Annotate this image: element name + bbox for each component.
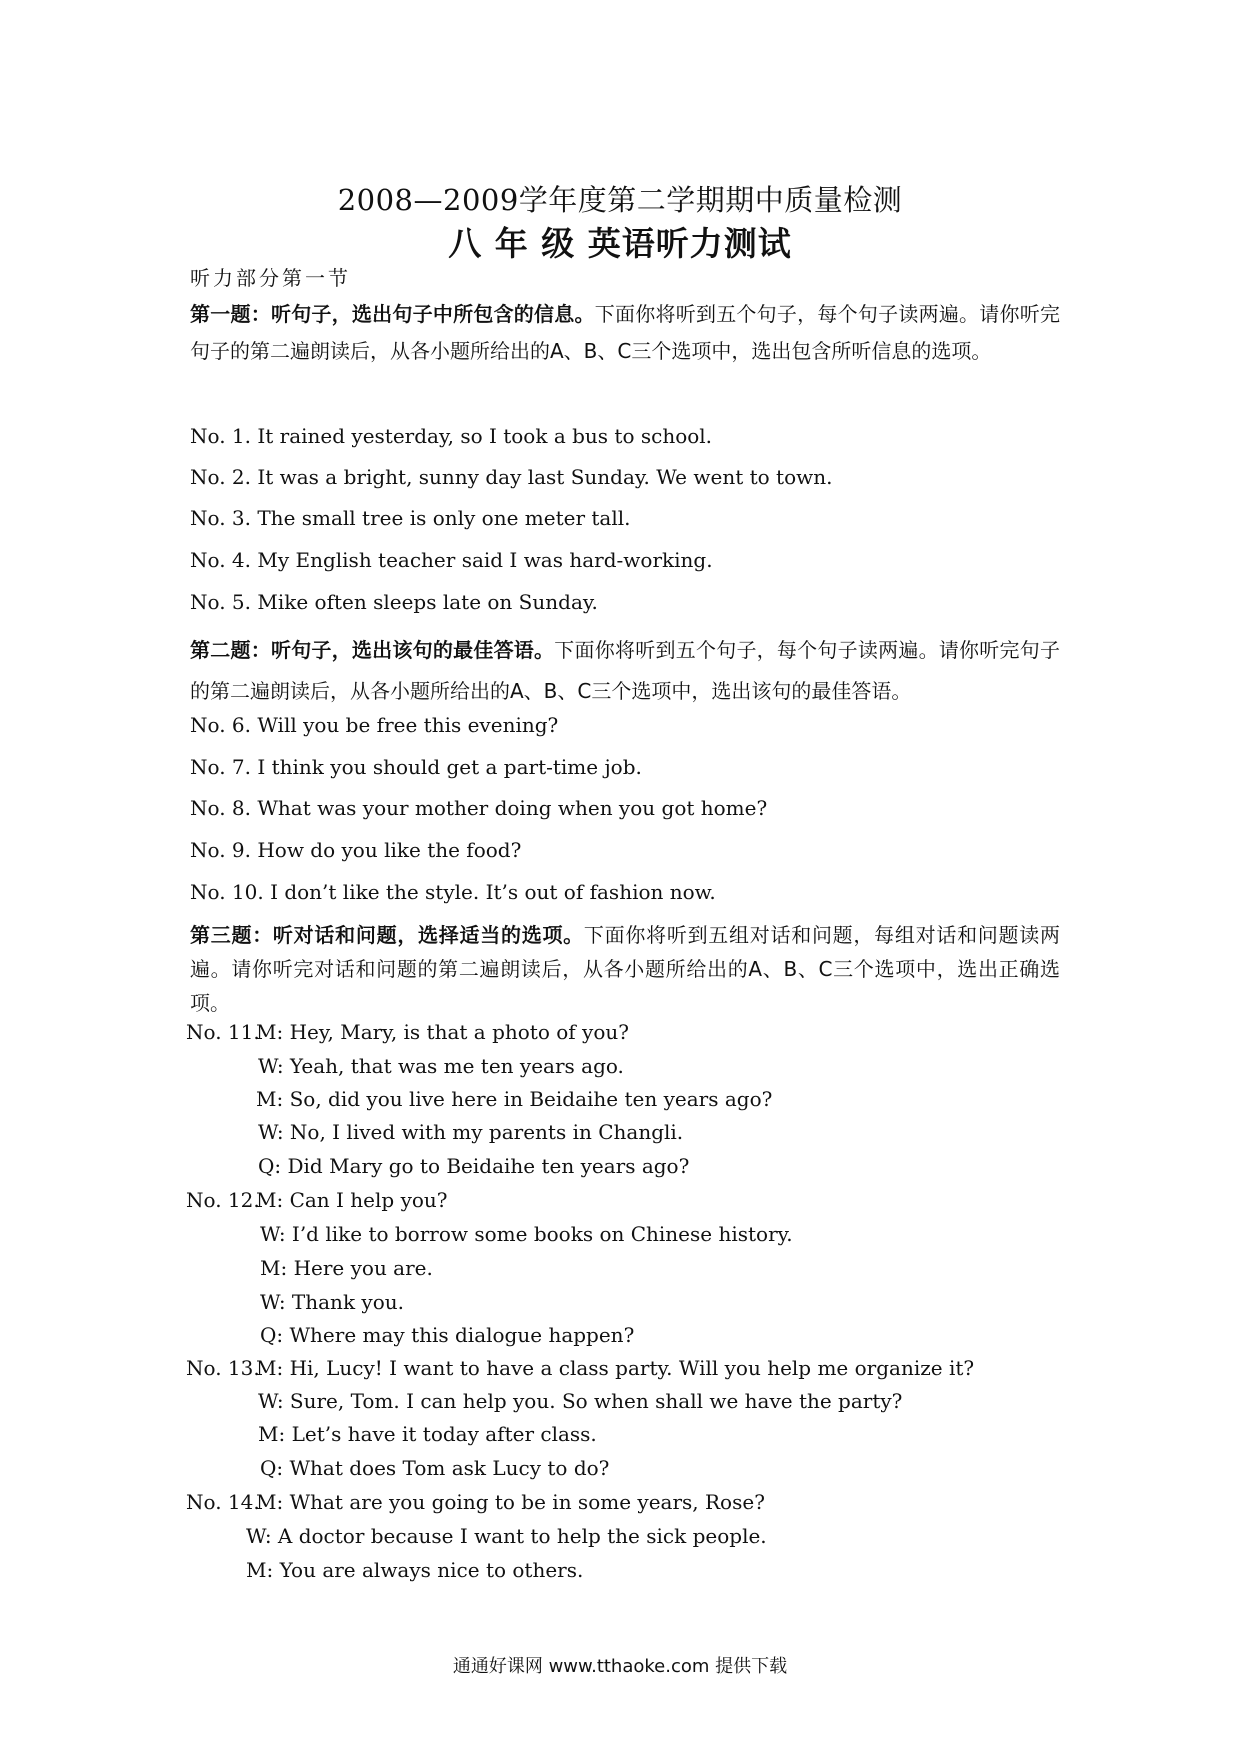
dialogue-line: W: Thank you. <box>260 1290 404 1314</box>
dialogue-line: M: You are always nice to others. <box>246 1558 584 1582</box>
part3-instruction-text: 下面你将听到五组对话和问题，每组对话和问题读两遍。请你听完对话和问题的第二遍朗读后，从各小题所给出的A、B、C三个选项中，选出正确选项。 <box>190 923 1061 1015</box>
dialogue-line: Q: Did Mary go to Beidaihe ten years ago? <box>258 1154 690 1178</box>
dialogue-line: W: Yeah, that was me ten years ago. <box>258 1054 624 1078</box>
dialogue-line: W: No, I lived with my parents in Changli. <box>258 1120 684 1144</box>
part3-heading: 第三题：听对话和问题，选择适当的选项。 <box>190 923 584 947</box>
dialogue-number: No. 14. <box>186 1490 260 1514</box>
dialogue-line: M: Hey, Mary, is that a photo of you? <box>256 1020 629 1044</box>
question-item: No. 10. I don’t like the style. It’s out of fashion now. <box>190 880 716 904</box>
dialogue-line: W: A doctor because I want to help the sick people. <box>246 1524 767 1548</box>
part2-instruction-text: 下面你将听到五个句子，每个句子读两遍。请你听完句子的第二遍朗读后，从各小题所给出的A、B、C三个选项中，选出该句的最佳答语。 <box>190 638 1061 703</box>
dialogue-line: M: Let’s have it today after class. <box>258 1422 597 1446</box>
part1-instructions <box>190 296 1060 370</box>
exam-subtitle: 八 年 级 英语听力测试 <box>448 224 792 263</box>
dialogue-line: M: Can I help you? <box>256 1188 448 1212</box>
question-item: No. 3. The small tree is only one meter tall. <box>190 506 631 530</box>
dialogue-line: W: I’d like to borrow some books on Chinese history. <box>260 1222 793 1246</box>
question-item: No. 8. What was your mother doing when you got home? <box>190 796 768 820</box>
dialogue-line: Q: What does Tom ask Lucy to do? <box>260 1456 610 1480</box>
part2-heading: 第二题：听句子，选出该句的最佳答语。 <box>190 638 555 662</box>
dialogue-line: M: So, did you live here in Beidaihe ten years ago? <box>256 1087 773 1111</box>
part1-heading: 第一题：听句子，选出句子中所包含的信息。 <box>190 302 595 326</box>
dialogue-line: Q: Where may this dialogue happen? <box>260 1323 635 1347</box>
question-item: No. 2. It was a bright, sunny day last Sunday. We went to town. <box>190 465 833 489</box>
footer-credit: 通通好课网 www.tthaoke.com 提供下载 <box>452 1656 788 1677</box>
question-item: No. 6. Will you be free this evening? <box>190 713 559 737</box>
part2-instructions <box>190 630 1060 712</box>
question-item: No. 9. How do you like the food? <box>190 838 522 862</box>
dialogue-line: M: Here you are. <box>260 1256 433 1280</box>
dialogue-number: No. 13. <box>186 1356 260 1380</box>
question-item: No. 1. It rained yesterday, so I took a bus to school. <box>190 424 713 448</box>
question-item: No. 4. My English teacher said I was hard-working. <box>190 548 713 572</box>
question-item: No. 7. I think you should get a part-time job. <box>190 755 642 779</box>
exam-title: 2008—2009学年度第二学期期中质量检测 <box>337 183 903 217</box>
dialogue-number: No. 12. <box>186 1188 260 1212</box>
dialogue-line: M: Hi, Lucy! I want to have a class party. Will you help me organize it? <box>256 1356 975 1380</box>
dialogue-line: M: What are you going to be in some years, Rose? <box>256 1490 765 1514</box>
part3-instructions <box>190 918 1060 1020</box>
dialogue-line: W: Sure, Tom. I can help you. So when shall we have the party? <box>258 1389 903 1413</box>
question-item: No. 5. Mike often sleeps late on Sunday. <box>190 590 598 614</box>
section-label: 听力部分第一节 <box>190 266 351 290</box>
dialogue-number: No. 11. <box>186 1020 260 1044</box>
part1-instruction-text: 下面你将听到五个句子，每个句子读两遍。请你听完句子的第二遍朗读后，从各小题所给出的A、B、C三个选项中，选出包含所听信息的选项。 <box>190 302 1061 363</box>
